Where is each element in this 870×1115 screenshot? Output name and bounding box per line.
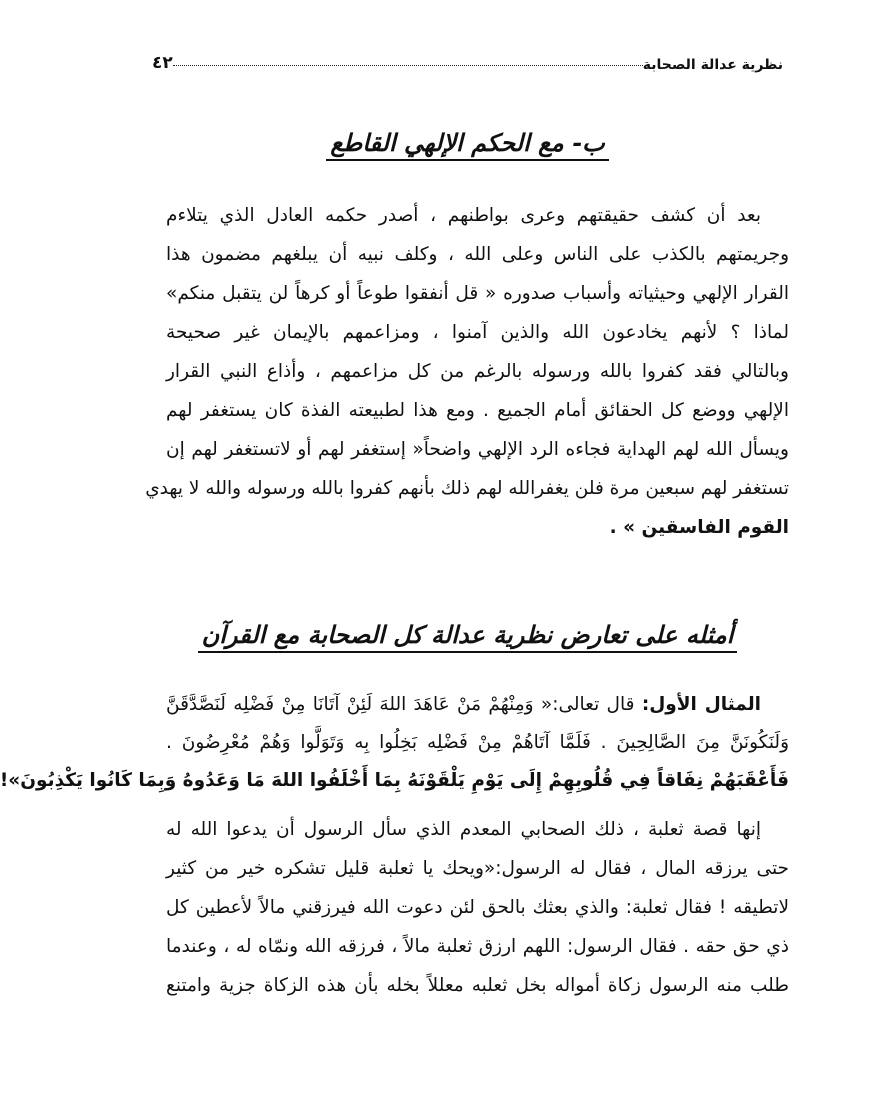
- section-heading: [146, 620, 789, 653]
- text-line: الإلهي ووضع كل الحقائق أمام الجميع . ومع هذا لطبيعته الفذة كان يستغفر لهم: [166, 400, 789, 421]
- text-line: ويسأل الله لهم الهداية فجاءه الرد الإلهي واضحاً« إستغفر لهم أو لاتستغفر لهم إن: [166, 439, 789, 460]
- page-number: ٤٢: [152, 53, 173, 73]
- text-line: وَلَنَكُونَنَّ مِنَ الصَّالِحِينَ . فَلَمَّا آتَاهُمْ مِنْ فَضْلِه بَخِلُوا بِه وَتَوَلَّوا وَهُمْ مُعْرِضُونَ .: [166, 732, 789, 753]
- text-line: بعد أن كشف حقيقتهم وعرى بواطنهم ، أصدر حكمه العادل الذي يتلاءم: [166, 205, 761, 226]
- text-line: القوم الفاسقين » .: [609, 517, 789, 538]
- text-line: لماذا ؟ لأنهم يخادعون الله والذين آمنوا ، ومزاعمهم بالإيمان غير صحيحة: [166, 322, 789, 343]
- text-line: ذي حق حقه . فقال الرسول: اللهم ارزق ثعلبة مالاً ، فرزقه الله ونمّاه له ، وعندما: [166, 936, 789, 957]
- text-line: وبالتالي فقد كفروا بالله ورسوله بالرغم من كل مزاعمهم ، وأذاع النبي القرار: [166, 361, 789, 382]
- text-line: تستغفر لهم سبعين مرة فلن يغفرالله لهم ذلك بأنهم كفروا بالله ورسوله والله لا يهدي: [145, 478, 789, 499]
- text-line: وجريمتهم بالكذب على الناس وعلى الله ، وكلف نبيه أن يبلغهم مضمون هذا: [166, 244, 789, 265]
- text-line: [166, 686, 789, 724]
- section-heading-text: أمثله على تعارض نظرية عدالة كل الصحابة مع القرآن: [198, 620, 738, 653]
- section-heading: [146, 128, 789, 161]
- text-line: حتى يرزقه المال ، فقال له الرسول:«ويحك يا ثعلبة قليل تشكره خير من كثير: [166, 858, 789, 879]
- header-dotted-leader: [173, 65, 643, 66]
- text-line: إنها قصة ثعلبة ، ذلك الصحابي المعدم الذي سأل الرسول أن يدعوا الله له: [166, 819, 761, 840]
- running-header: [146, 40, 789, 72]
- example-label: المثال الأول:: [641, 694, 761, 715]
- book-title: نظرية عدالة الصحابة: [642, 57, 783, 73]
- verse-text: قال تعالى:« وَمِنْهُمْ مَنْ عَاهَدَ اللهَ لَئِنْ آتَانَا مِنْ فَضْلِه لَنَصَّدَّقَنَّ: [166, 694, 635, 715]
- text-line: لاتطيقه ! فقال ثعلبة: والذي بعثك بالحق لئن دعوت الله فيرزقني مالاً لأعطين كل: [166, 897, 789, 918]
- text-line: فَأَعْقَبَهُمْ نِفَاقاً فِي قُلُوبِهِمْ إِلَى يَوْمِ يَلْقَوْنَهُ بِمَا أَخْلَفُوا اللهَ مَا وَعَدُوهُ وَبِمَا كَانُوا يَكْذِبُونَ»!: [0, 770, 789, 791]
- paragraph: [145, 196, 789, 547]
- paragraph: [166, 810, 789, 1005]
- text-line: طلب منه الرسول زكاة أمواله بخل ثعلبه معللاً بخله بأن هذه الزكاة جزية وامتنع: [166, 975, 789, 996]
- quran-example: [0, 686, 789, 800]
- section-heading-text: ب- مع الحكم الإلهي القاطع: [326, 128, 608, 161]
- text-line: القرار الإلهي وحيثياته وأسباب صدوره « قل أنفقوا طوعاً أو كرهاً لن يتقبل منكم»: [166, 283, 789, 304]
